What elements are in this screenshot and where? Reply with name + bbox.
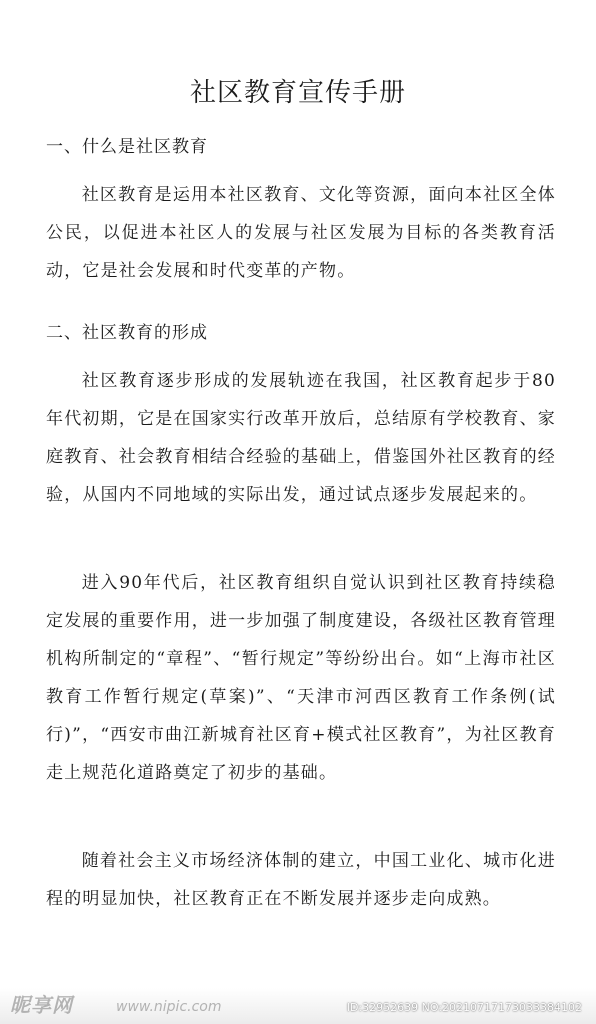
paragraph-formation-origin: 社区教育逐步形成的发展轨迹在我国，社区教育起步于80年代初期，它是在国家实行改革开放后，总结原有学校教育、家庭教育、社会教育相结合经验的基础上，借鉴国外社区教育的经验，从国内不同地域的实际出发，通过试点逐步发展起来的。 [46,371,556,505]
watermark-url: www.nipic.com [116,999,222,1015]
paragraph-formation-maturity: 随着社会主义市场经济体制的建立，中国工业化、城市化进程的明显加快，社区教育正在不断发展并逐步走向成熟。 [46,851,556,909]
watermark-logo: 昵享网 [10,993,73,1017]
paragraph-definition: 社区教育是运用本社区教育、文化等资源，面向本社区全体公民，以促进本社区人的发展与社区发展为目标的各类教育活动，它是社会发展和时代变革的产物。 [46,185,556,281]
section-heading-formation: 二、社区教育的形成 [46,323,208,343]
watermark-id: ID:32952639 NO:20210717173033384102 [346,1001,582,1014]
watermark-bar [0,988,596,1024]
section-heading-what-is: 一、什么是社区教育 [46,137,208,157]
document-title: 社区教育宣传手册 [189,78,406,108]
paragraph-formation-1990s: 进入90年代后，社区教育组织自觉认识到社区教育持续稳定发展的重要作用，进一步加强了制度建设，各级社区教育管理机构所制定的“章程”、“暂行规定”等纷纷出台。如“上海市社区教育工作暂行规定(草案)”、“天津市河西区教育工作条例(试行)”，“西安市曲江新城育社区育+模式社区教育”，为社区教育走上规范化道路奠定了初步的基础。 [46,573,556,783]
